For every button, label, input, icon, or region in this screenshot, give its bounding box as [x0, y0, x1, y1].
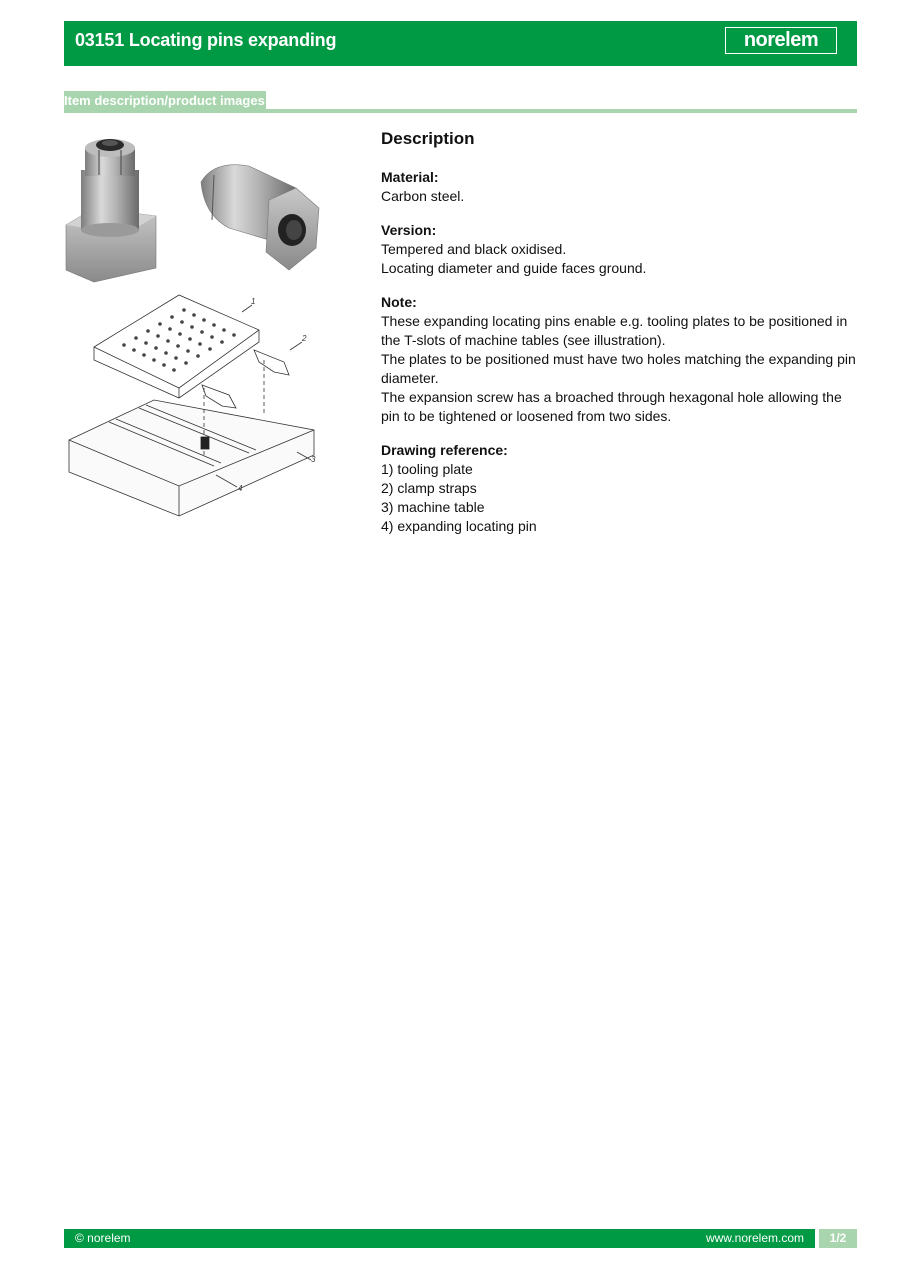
product-photo — [64, 130, 322, 285]
page-title: 03151 Locating pins expanding — [75, 30, 337, 50]
website-link[interactable]: www.norelem.com — [705, 1231, 804, 1245]
callout-1: 1 — [251, 297, 256, 306]
description-heading: Description — [381, 129, 475, 148]
version-text-1: Tempered and black oxidised. — [381, 241, 567, 257]
page-number: 1/2 — [819, 1229, 857, 1248]
page-header — [64, 21, 857, 66]
description-panel — [381, 128, 857, 551]
material-title: Material: — [381, 169, 439, 185]
drawing-reference-item-4: 4) expanding locating pin — [381, 518, 537, 534]
callout-3: 3 — [311, 455, 316, 464]
drawing-reference-item-3: 3) machine table — [381, 499, 485, 515]
note-text-3: The expansion screw has a broached through hexagonal hole allowing the pin to be tightened or loosened from two sides. — [381, 389, 842, 424]
note-block — [381, 293, 857, 426]
product-images — [64, 130, 322, 522]
material-text: Carbon steel. — [381, 188, 465, 204]
drawing-reference-title: Drawing reference: — [381, 442, 508, 458]
version-block — [381, 221, 857, 278]
material-block — [381, 168, 857, 206]
assembly-drawing — [64, 290, 322, 522]
callout-2: 2 — [302, 334, 307, 343]
drawing-reference-block — [381, 441, 857, 536]
drawing-reference-item-2: 2) clamp straps — [381, 480, 477, 496]
version-title: Version: — [381, 222, 437, 238]
copyright: © norelem — [75, 1231, 131, 1245]
norelem-logo: norelem — [725, 27, 837, 54]
callout-4: 4 — [238, 484, 243, 493]
page-footer — [64, 1229, 815, 1248]
section-label: Item description/product images — [64, 91, 266, 111]
note-text-2: The plates to be positioned must have two holes matching the expanding pin diameter. — [381, 351, 856, 386]
note-title: Note: — [381, 294, 417, 310]
version-text-2: Locating diameter and guide faces ground. — [381, 260, 647, 276]
drawing-reference-item-1: 1) tooling plate — [381, 461, 473, 477]
note-text-1: These expanding locating pins enable e.g. tooling plates to be positioned in the T-slots of machine tables (see illustration). — [381, 313, 848, 348]
